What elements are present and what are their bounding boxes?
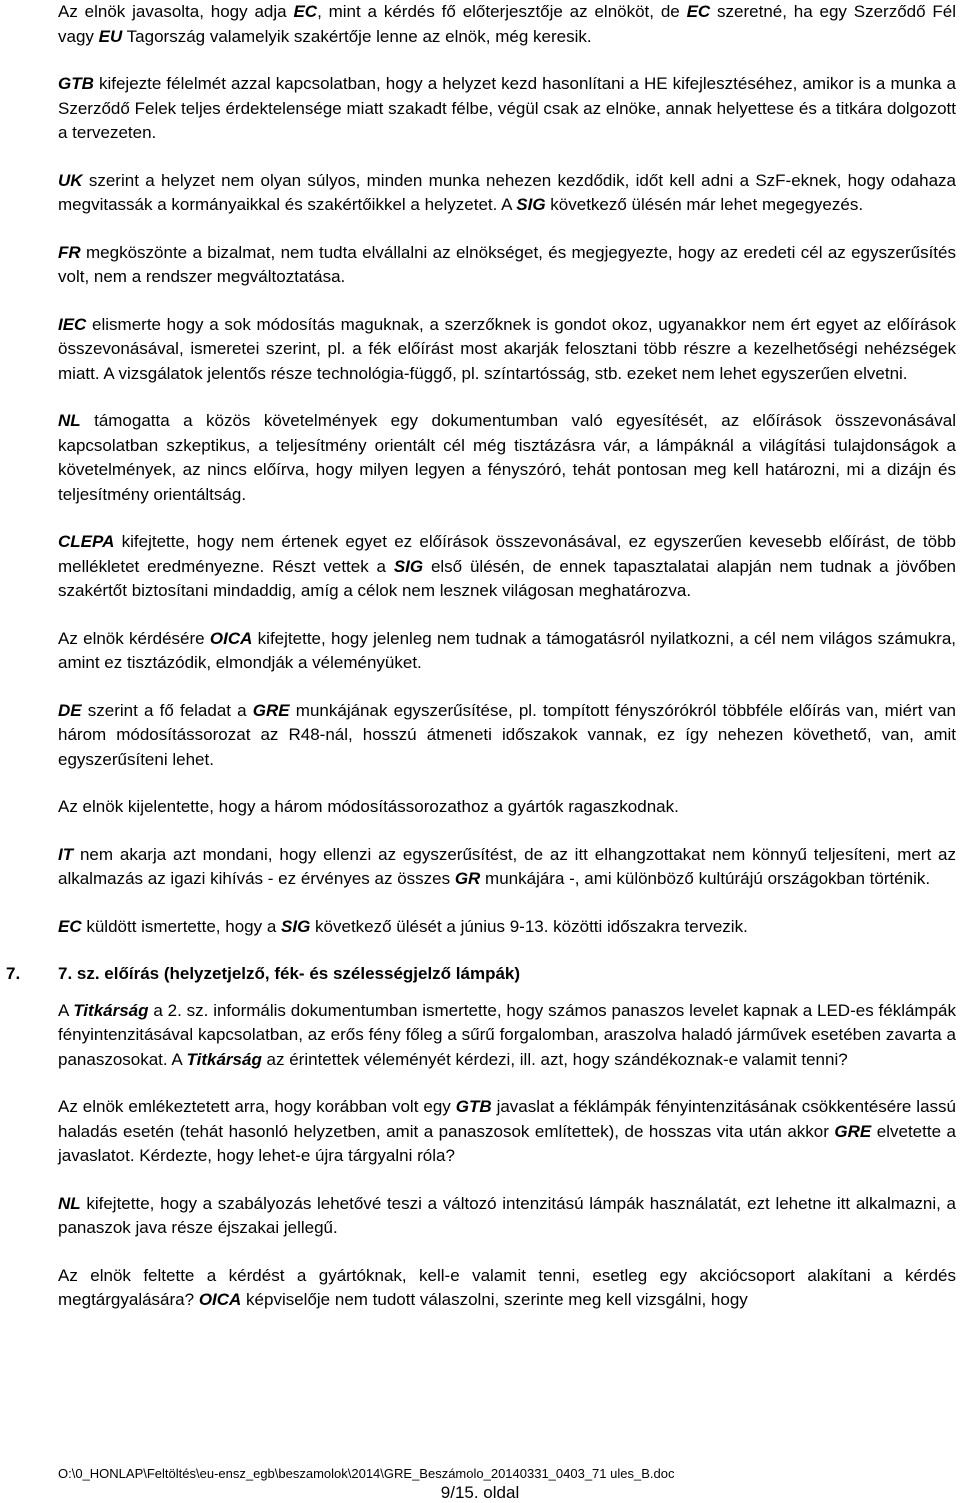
text-run: A bbox=[58, 1000, 74, 1020]
text-run: következő ülését a június 9-13. közötti időszakra tervezik. bbox=[310, 916, 748, 936]
emphasis-term: EC bbox=[293, 2, 318, 21]
emphasis-term: FR bbox=[58, 242, 81, 262]
text-run: az érintettek véleményét kérdezi, ill. azt, hogy szándékoznak-e valamit tenni? bbox=[261, 1049, 848, 1069]
paragraph bbox=[58, 72, 956, 146]
emphasis-term: EC bbox=[58, 916, 82, 936]
text-run: munkájának egyszerűsítése, pl. tompított fényszórókról többféle előírás van, miért van három módosítássorozat az R48-nál, hosszú átmeneti időszakok vannak, ez így nehezen követhető, van, amit egyszerűsíteni lehet. bbox=[58, 700, 956, 769]
emphasis-term: EC bbox=[686, 2, 711, 21]
text-run: Tagország valamelyik szakértője lenne az elnök, még keresik. bbox=[122, 26, 592, 46]
text-run: szerint a fő feladat a bbox=[81, 700, 253, 720]
emphasis-term: DE bbox=[58, 700, 82, 720]
section-number: 7. bbox=[6, 964, 21, 983]
text-run: szerint a helyzet nem olyan súlyos, minden munka nehezen kezdődik, időt kell adni a SzF-eknek, hogy odahaza megvitassák a kormányaikkal és szakértőikkel a helyzetet. A bbox=[58, 170, 956, 214]
emphasis-term: IEC bbox=[58, 314, 87, 334]
text-run: támogatta a közös követelmények egy dokumentumban való egyesítését, az előírások összevonásával kapcsolatban szkeptikus, a teljesítmény orientált cél még tisztázásra vár, a lámpáknál a világítási tulajdonságok a követelmények, az nincs előírva, hogy milyen legyen a fényszóró, tehát pontosan meg kell határozni, mi a dizájn és teljesítmény orientáltság. bbox=[58, 411, 956, 504]
text-run: Az elnök feltette a kérdést a gyártóknak, kell-e valamit tenni, esetleg egy akciócsoport alakítani a kérdés megtárgyalására? bbox=[58, 1265, 956, 1309]
paragraphs-top bbox=[58, 0, 956, 939]
emphasis-term: Titkárság bbox=[186, 1049, 262, 1069]
emphasis-term: NL bbox=[58, 411, 81, 430]
text-run: kifejtette, hogy a szabályozás lehetővé teszi a változó intenzitású lámpák használatát, ezt lehetne itt alkalmazni, a panaszok java része éjszakai jellegű. bbox=[58, 1193, 956, 1237]
emphasis-term: SIG bbox=[281, 916, 311, 936]
emphasis-term: OICA bbox=[198, 1290, 242, 1309]
paragraph bbox=[58, 1192, 956, 1241]
paragraphs-section bbox=[58, 999, 956, 1313]
emphasis-term: GTB bbox=[455, 1097, 492, 1116]
footer-page-number: 9/15. oldal bbox=[440, 1483, 520, 1502]
paragraph bbox=[58, 530, 956, 604]
paragraph bbox=[58, 0, 956, 49]
text-run: Az elnök kérdésére bbox=[58, 628, 210, 648]
paragraph bbox=[58, 409, 956, 507]
text-run: , mint a kérdés fő előterjesztője az elnököt, de bbox=[317, 2, 687, 21]
text-run: kifejtette, hogy nem értenek egyet ez előírások összevonásával, ez egyszerűen kevesebb előírást, de több mellékletet eredményezne. Részt vettek a bbox=[58, 532, 956, 576]
text-run: elvetette a javaslatot. Kérdezte, hogy lehet-e újra tárgyalni róla? bbox=[58, 1121, 956, 1165]
emphasis-term: IT bbox=[58, 844, 74, 864]
text-run: következő ülésén már lehet megegyezés. bbox=[545, 195, 864, 214]
paragraph bbox=[58, 169, 956, 218]
emphasis-term: EU bbox=[98, 26, 123, 46]
text-run: Az elnök emlékeztetett arra, hogy korábban volt egy bbox=[58, 1097, 456, 1116]
document-page bbox=[6, 0, 957, 1336]
paragraph bbox=[58, 313, 956, 387]
paragraph bbox=[58, 699, 956, 773]
emphasis-term: NL bbox=[58, 1193, 81, 1213]
section-heading bbox=[6, 962, 956, 987]
text-run: kifejtette, hogy jelenleg nem tudnak a támogatásról nyilatkozni, a cél nem világos számukra, amint ez tisztázódik, elmondják a véleményüket. bbox=[58, 628, 956, 672]
text-run: kifejezte félelmét azzal kapcsolatban, hogy a helyzet kezd hasonlítani a HE kifejlesztéséhez, amikor is a munka a Szerződő Felek teljes érdektelensége miatt szakadt félbe, végül csak az elnöke, annak helyettese és a titkára dolgozott a tervezeten. bbox=[58, 74, 956, 142]
text-run: munkájára -, ami különböző kultúrájú országokban történik. bbox=[480, 869, 931, 888]
paragraph bbox=[58, 915, 956, 940]
text-run: elismerte hogy a sok módosítás maguknak, a szerzőknek is gondot okoz, ugyanakkor nem ért egyet az előírások összevonásával, ismeretei szerint, pl. a fék előírást most akarják felosztani több részre a kezelhetőségi nehézségek miatt. A vizsgálatok jelentős része technológia-függő, pl. színtartósság, stb. ezeket nem lehet egyszerűen elvetni. bbox=[58, 314, 956, 383]
text-run: javaslat a féklámpák fényintenzitásának csökkentésére lassú haladás esetén (tehát hasonló helyzetben, amit a panaszosok említettek), de hosszas vita után akkor bbox=[58, 1097, 956, 1141]
emphasis-term: Titkárság bbox=[73, 1000, 149, 1020]
paragraph bbox=[58, 999, 956, 1073]
text-run: Az elnök javasolta, hogy adja bbox=[58, 2, 294, 21]
paragraph bbox=[58, 627, 956, 676]
emphasis-term: GRE bbox=[834, 1121, 872, 1141]
text-run: szeretné, ha egy Szerződő Fél vagy bbox=[58, 2, 957, 46]
emphasis-term: GR bbox=[454, 869, 481, 888]
text-run: képviselője nem tudott válaszolni, szerinte meg kell vizsgálni, hogy bbox=[241, 1290, 748, 1309]
emphasis-term: OICA bbox=[209, 628, 253, 648]
emphasis-term: GTB bbox=[58, 74, 94, 93]
emphasis-term: SIG bbox=[516, 195, 546, 214]
text-run: megköszönte a bizalmat, nem tudta elvállalni az elnökséget, és megjegyezte, hogy az eredeti cél az egyszerűsítés volt, nem a rendszer megváltoztatása. bbox=[58, 242, 956, 286]
emphasis-term: CLEPA bbox=[58, 532, 115, 551]
emphasis-term: UK bbox=[58, 170, 83, 190]
text-run: küldött ismertette, hogy a bbox=[81, 916, 282, 936]
section-title: 7. sz. előírás (helyzetjelző, fék- és szélességjelző lámpák) bbox=[58, 964, 521, 983]
paragraph bbox=[58, 843, 956, 892]
text-run: a 2. sz. informális dokumentumban ismertette, hogy számos panaszos levelet kapnak a LED-es féklámpák fényintenzitásával kapcsolatban, az erős fény főleg a sűrű forgalomban, araszolva haladó járművek esetében zavarta a panaszosokat. A bbox=[58, 1000, 957, 1069]
paragraph bbox=[58, 241, 956, 290]
emphasis-term: SIG bbox=[393, 556, 424, 576]
paragraph bbox=[58, 1095, 956, 1169]
text-run: első ülésén, de ennek tapasztalatai alapján nem tudnak a jövőben szakértőt biztosítani mindaddig, amíg a célok nem lesznek világosan meghatározva. bbox=[58, 556, 956, 600]
emphasis-term: GRE bbox=[252, 700, 290, 720]
text-run: nem akarja azt mondani, hogy ellenzi az egyszerűsítést, de az itt elhangzottakat nem könnyű teljesíteni, mert az alkalmazás az igazi kihívás - ez érvényes az összes bbox=[58, 844, 956, 888]
paragraph bbox=[58, 795, 956, 820]
footer-file-path: O:\0_HONLAP\Feltöltés\eu-ensz_egb\beszamolok\2014\GRE_Beszámolo_20140331_0403_71 ules_B.doc bbox=[58, 1466, 675, 1481]
paragraph bbox=[58, 1264, 956, 1313]
text-run: Az elnök kijelentette, hogy a három módosítássorozathoz a gyártók ragaszkodnak. bbox=[58, 797, 679, 816]
